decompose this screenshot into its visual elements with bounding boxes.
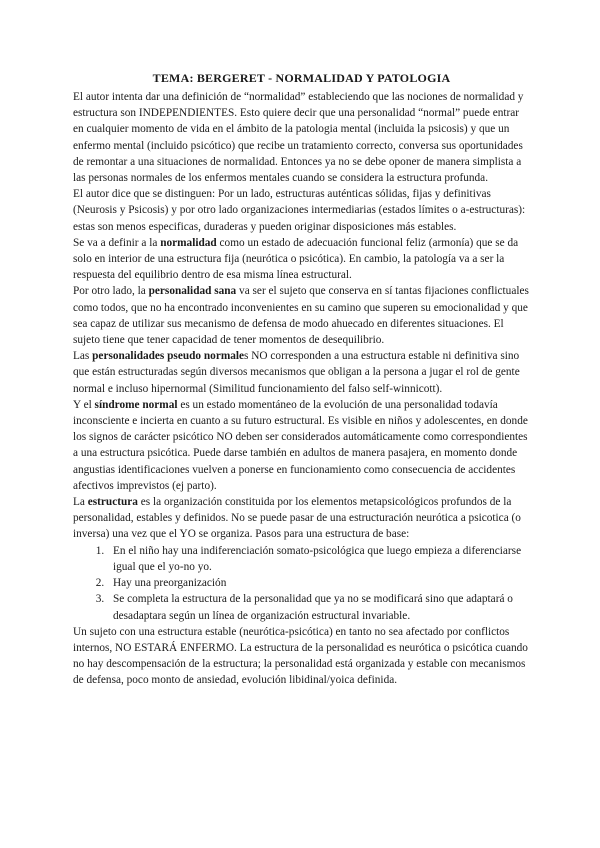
paragraph-personalidad-sana <box>73 283 530 348</box>
text-run: Por otro lado, la <box>73 285 149 298</box>
paragraph-estructuras: El autor dice que se distinguen: Por un lado, estructuras auténticas sólidas, fijas y definitivas (Neurosis y Psicosis) y por otro lado organizaciones intermediarias (estados límites o a-estructuras): estas son menos especificas, duraderas y pueden originar disposiciones más estables. <box>73 188 526 233</box>
list-item: 3. Se completa la estructura de la personalidad que ya no se modificará sino que adaptará o desadaptara según un línea de organización estructural invariable. <box>107 591 530 623</box>
paragraph-estructura <box>73 494 530 543</box>
steps-list <box>73 543 530 624</box>
text-run: Las <box>73 350 93 363</box>
paragraph-pseudo-normales <box>73 348 530 397</box>
bold-term-normalidad: normalidad <box>160 236 217 249</box>
list-item: 1. En el niño hay una indiferenciación somato-psicológica que luego empieza a diferenciarse igual que el yo-no yo. <box>107 543 530 575</box>
paragraph-normalidad <box>73 235 530 284</box>
text-run: como un estado de adecuación funcional feliz (armonía) que se da solo en interior de una estructura fija (neurótica o psicótica). En cambio, la patología va a ser la respuesta del equilibrio dentro de esa misma línea estructural. <box>73 236 519 282</box>
list-item: 2. Hay una preorganización <box>107 575 530 591</box>
text-run: es un estado momentáneo de la evolución de una personalidad todavía inconsciente e incierta en cuanto a su futuro estructural. Es visible en niños y adolescentes, en donde los signos de carácter psicótico NO deben ser considerados automáticamente como correspondientes a una estructura psicótica. Puede darse también en adultos de manera pasajera, en momento donde angustias identificaciones vuelven a ponerse en funcionamiento como consecuencia de accidentes afectivos imprevistos (ej parto). <box>73 398 528 492</box>
paragraph-sujeto-estable: Un sujeto con una estructura estable (neurótica-psicótica) en tanto no sea afectado por conflictos internos, NO ESTARÁ ENFERMO. La estructura de la personalidad es neurótica o psicótica cuando no hay descompensación de la estructura; la personalidad está organizada y estable con mecanismos de defensa, poco monto de ansiedad, evolución libidinal/yoica definida. <box>73 625 528 687</box>
text-run: es la organización constituida por los elementos metapsicológicos profundos de la personalidad, estables y definidos. No se puede pasar de una estructuración neurótica a psicotica (o inversa) una vez que el YO se organiza. Pasos para una estructura de base: <box>73 496 521 541</box>
text-run: Y el <box>73 398 95 411</box>
text-run: Se va a definir a la <box>73 236 161 249</box>
bold-term-personalidad-sana: personalidad sana <box>148 285 237 298</box>
paragraph-sindrome-normal <box>73 397 530 494</box>
bold-term-pseudo-normales: personalidades pseudo normale <box>92 350 245 363</box>
paragraph-normalidad-definicion: El autor intenta dar una definición de “normalidad” estableciendo que las nociones de normalidad y estructura son INDEPENDIENTES. Esto quiere decir que una personalidad “normal” puede entrar en cualquier momento de vida en el ámbito de la patologia mental (incluida la psicosis) y que un enfermo mental (incluido psicótico) que recibe un tratamiento correcto, conversa sus oportunidades de remontar a una situaciones de normalidad. Entonces ya no se debe oponer de manera simplista a las personas normales de los enfermos mentales cuando se considera la estructura profunda. <box>73 91 524 185</box>
document-title: TEMA: BERGERET - NORMALIDAD Y PATOLOGIA <box>152 71 451 85</box>
bold-term-estructura: estructura <box>87 496 138 509</box>
text-run: La <box>73 496 88 509</box>
text-run: va ser el sujeto que conserva en sí tantas fijaciones conflictuales como todos, que no ha encontrado inconvenientes en su camino que superen su emocionalidad y que sea capaz de utilizar sus mecanismo de defensa de modo ahuecado en diferentes situaciones. El sujeto tiene que tener capacidad de tener momentos de desequilibrio. <box>73 285 529 347</box>
text-run: s NO corresponden a una estructura estable ni definitiva sino que están estructuradas según diversos mecanismos que obligan a la persona a jugar el rol de gente normal e incluso hipernormal (Similitud funcionamiento del falso self-winnicott). <box>73 350 520 395</box>
bold-term-sindrome-normal: síndrome normal <box>94 398 178 411</box>
